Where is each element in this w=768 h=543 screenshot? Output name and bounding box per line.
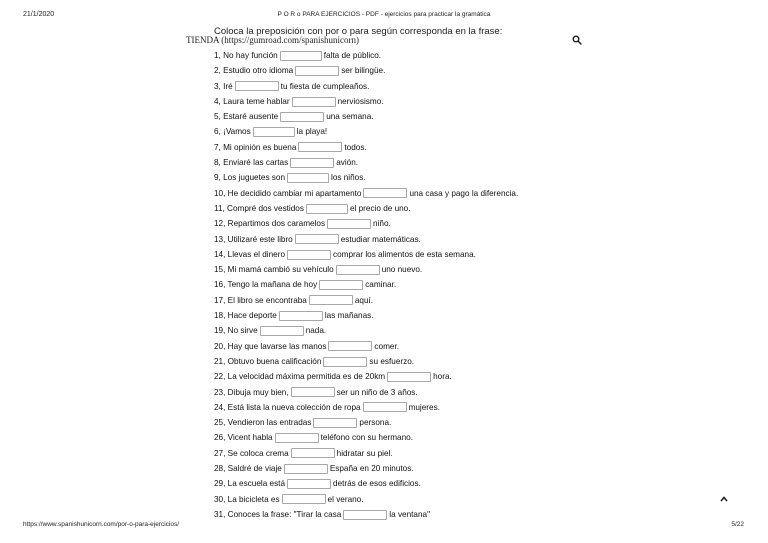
answer-field[interactable]: [319, 280, 363, 290]
exercise-row: [214, 277, 518, 292]
exercise-text-after: la playa!: [296, 127, 328, 137]
exercise-text-before: 17, El libro se encontraba: [214, 295, 307, 305]
exercise-text-before: 19, No sirve: [214, 326, 258, 336]
exercise-text-after: los niños.: [331, 173, 366, 183]
answer-field[interactable]: [291, 387, 335, 397]
chevron-up-icon[interactable]: [720, 496, 728, 502]
exercise-text-before: 14, Llevas el dinero: [214, 249, 286, 259]
exercise-row: [214, 247, 518, 262]
answer-field[interactable]: [275, 433, 319, 443]
exercise-row: [214, 262, 518, 277]
exercise-text-after: nerviosismo.: [337, 96, 384, 106]
exercise-row: [214, 79, 518, 94]
exercise-text-before: 5, Estaré ausente: [214, 112, 279, 122]
exercise-text-after: caminar.: [365, 280, 397, 290]
exercise-text-after: una semana.: [326, 112, 374, 122]
exercise-text-after: hora.: [433, 372, 452, 382]
shop-link[interactable]: TIENDA (https://gumroad.com/spanishunicorn): [186, 35, 359, 45]
exercise-text-after: avión.: [336, 158, 359, 168]
answer-field[interactable]: [295, 66, 339, 76]
exercise-text-after: estudiar matemáticas.: [340, 234, 421, 244]
answer-field[interactable]: [336, 265, 380, 275]
exercise-row: [214, 94, 518, 109]
exercise-text-after: tu fiesta de cumpleaños.: [280, 81, 370, 91]
exercise-text-before: 20, Hay que lavarse las manos: [214, 341, 327, 351]
exercise-text-after: una casa y pago la diferencia.: [409, 188, 519, 198]
answer-field[interactable]: [287, 250, 331, 260]
answer-field[interactable]: [323, 357, 367, 367]
instruction-text: Coloca la preposición con por o para según corresponda en la frase:: [214, 26, 503, 37]
exercise-text-before: 29, La escuela está: [214, 479, 286, 489]
exercise-text-before: 22, La velocidad máxima permitida es de 20km: [214, 372, 386, 382]
exercise-text-before: 2, Estudio otro idioma: [214, 66, 294, 76]
exercise-row: [214, 415, 518, 430]
exercise-row: [214, 124, 518, 139]
exercise-row: [214, 140, 518, 155]
exercise-row: [214, 339, 518, 354]
exercise-text-before: 1, No hay función: [214, 51, 278, 60]
answer-field[interactable]: [363, 188, 407, 198]
exercise-text-after: mujeres.: [408, 402, 440, 412]
exercise-text-before: 27, Se coloca crema: [214, 448, 289, 458]
exercise-text-before: 4, Laura teme hablar: [214, 96, 290, 106]
exercise-text-before: 10, He decidido cambiar mi apartamento: [214, 188, 362, 198]
exercise-text-after: detrás de esos edificios.: [333, 479, 421, 489]
exercise-text-after: teléfono con su hermano.: [320, 433, 413, 443]
exercise-text-after: ser un niño de 3 años.: [336, 387, 418, 397]
answer-field[interactable]: [284, 464, 328, 474]
exercise-row: [214, 461, 518, 476]
exercise-text-after: comprar los alimentos de esta semana.: [333, 249, 476, 259]
exercise-text-after: todos.: [344, 142, 367, 152]
exercise-text-after: niño.: [373, 219, 391, 229]
exercise-row: [214, 216, 518, 231]
exercise-text-after: su esfuerzo.: [369, 356, 415, 366]
exercise-row: [214, 492, 518, 507]
answer-field[interactable]: [295, 234, 339, 244]
exercise-row: [214, 430, 518, 445]
exercise-row: [214, 232, 518, 247]
answer-field[interactable]: [327, 219, 371, 229]
exercise-text-before: 3, Iré: [214, 81, 233, 91]
exercise-text-before: 12, Repartimos dos caramelos: [214, 219, 326, 229]
page-number: 5/22: [731, 521, 744, 528]
answer-field[interactable]: [298, 142, 342, 152]
answer-field[interactable]: [363, 402, 407, 412]
exercise-text-before: 31, Conoces la frase: "Tirar la casa: [214, 509, 342, 519]
exercise-text-before: 23, Dibuja muy bien,: [214, 387, 289, 397]
exercise-text-before: 24, Está lista la nueva colección de ropa: [214, 402, 361, 412]
exercise-row: [214, 201, 518, 216]
exercise-text-before: 21, Obtuvo buena calificación: [214, 356, 322, 366]
exercise-text-before: 25, Vendieron las entradas: [214, 418, 312, 428]
exercise-row: [214, 369, 518, 384]
exercise-list: [214, 48, 518, 522]
answer-field[interactable]: [309, 295, 353, 305]
exercise-text-before: 13, Utilizaré este libro: [214, 234, 293, 244]
exercise-text-after: aquí.: [354, 295, 374, 305]
exercise-row: [214, 385, 518, 400]
exercise-row: [214, 186, 518, 201]
exercise-row: [214, 109, 518, 124]
print-date: 21/1/2020: [23, 11, 55, 18]
exercise-row: [214, 400, 518, 415]
answer-field[interactable]: [280, 51, 322, 61]
exercise-text-before: 7, Mi opinión es buena: [214, 142, 297, 152]
exercise-row: [214, 308, 518, 323]
exercise-text-after: hidratar su piel.: [336, 448, 393, 458]
exercise-text-after: el verano.: [327, 494, 364, 504]
exercise-text-before: 8, Enviaré las cartas: [214, 158, 289, 168]
answer-field[interactable]: [287, 479, 331, 489]
exercise-text-before: 16, Tengo la mañana de hoy: [214, 280, 318, 290]
exercise-text-before: 18, Hace deporte: [214, 311, 277, 321]
exercise-row: [214, 446, 518, 461]
answer-field[interactable]: [260, 326, 304, 336]
exercise-row: [214, 507, 518, 522]
exercise-text-after: ser bilingüe.: [341, 66, 386, 76]
answer-field[interactable]: [291, 448, 335, 458]
exercise-row: [214, 170, 518, 185]
exercise-text-after: comer.: [374, 341, 399, 351]
exercise-row: [214, 155, 518, 170]
exercise-text-before: 15, Mi mamá cambió su vehículo: [214, 265, 334, 275]
exercise-text-before: 9, Los juguetes son: [214, 173, 286, 183]
exercise-text-after: uno nuevo.: [381, 265, 423, 275]
exercise-row: [214, 476, 518, 491]
page-title: P O R o PARA EJERCICIOS - PDF - ejercicios para practicar la gramática: [277, 11, 491, 18]
exercise-text-after: persona.: [359, 418, 392, 428]
answer-field[interactable]: [235, 81, 279, 91]
answer-field[interactable]: [253, 127, 295, 137]
exercise-text-after: las mañanas.: [324, 311, 374, 321]
answer-field[interactable]: [387, 372, 431, 382]
answer-field[interactable]: [313, 418, 357, 428]
answer-field[interactable]: [328, 341, 372, 351]
answer-field[interactable]: [290, 158, 334, 168]
exercise-text-after: el precio de uno.: [349, 203, 411, 213]
search-icon[interactable]: [572, 35, 582, 45]
exercise-row: [214, 63, 518, 78]
exercise-row: [214, 354, 518, 369]
exercise-text-before: 30, La bicicleta es: [214, 494, 280, 504]
exercise-text-after: nada.: [305, 326, 327, 336]
answer-field[interactable]: [292, 97, 336, 107]
exercise-text-before: 28, Saldré de viaje: [214, 464, 282, 474]
exercise-text-before: 6, ¡Vamos: [214, 127, 251, 137]
exercise-text-after: la ventana": [389, 509, 430, 519]
source-url: https://www.spanishunicorn.com/por-o-para-ejercicios/: [23, 521, 180, 528]
answer-field[interactable]: [306, 204, 348, 214]
answer-field[interactable]: [343, 510, 387, 520]
answer-field[interactable]: [280, 112, 324, 122]
exercise-row: [214, 293, 518, 308]
exercise-row: [214, 48, 518, 63]
exercise-text-before: 11, Compré dos vestidos: [214, 203, 304, 213]
exercise-text-before: 26, Vicent habla: [214, 433, 273, 443]
answer-field[interactable]: [279, 311, 323, 321]
exercise-text-after: falta de público.: [323, 51, 382, 60]
exercise-row: [214, 323, 518, 338]
exercise-text-after: España en 20 minutos.: [329, 464, 414, 474]
answer-field[interactable]: [282, 494, 326, 504]
answer-field[interactable]: [287, 173, 329, 183]
